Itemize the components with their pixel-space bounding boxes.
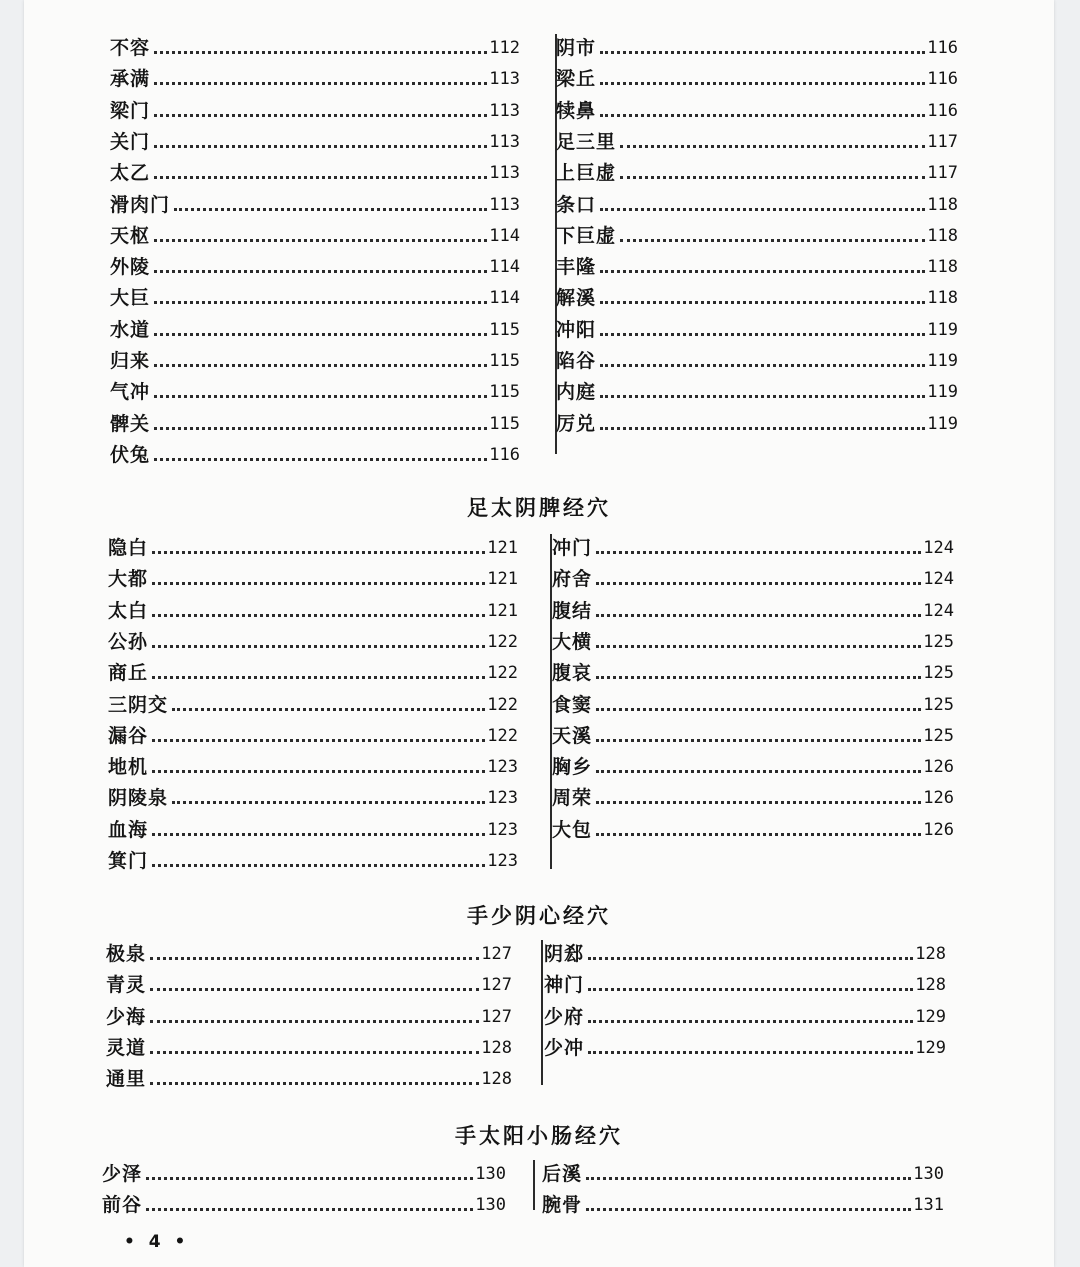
acupoint-name: 灵道 [106,1036,147,1059]
acupoint-name: 阴陵泉 [108,787,169,810]
index-entry [110,191,520,217]
dot-leader [154,238,487,242]
acupoint-name: 气冲 [110,381,151,404]
index-entry [110,347,520,373]
acupoint-name: 三阴交 [108,693,169,716]
index-entry [556,128,958,154]
index-entry [110,65,520,91]
page-number: 125 [923,725,954,746]
index-entry [110,159,520,185]
acupoint-name: 天枢 [110,224,151,247]
index-entry [556,410,958,436]
dot-leader [152,832,485,836]
acupoint-name: 厉兑 [556,412,597,435]
dot-leader [154,300,487,304]
index-entry [552,659,954,685]
dot-leader [150,1019,479,1023]
section-heading-spleen-meridian: 足太阴脾经穴 [467,496,611,520]
page-number: 129 [915,1037,946,1058]
page-number: 122 [487,663,518,684]
index-entry [110,378,520,404]
acupoint-name: 胸乡 [552,756,593,779]
dot-leader [172,707,485,711]
acupoint-name: 少冲 [544,1036,585,1059]
acupoint-name: 伏兔 [110,443,151,466]
index-entry [108,659,518,685]
dot-leader [600,81,925,85]
index-entry [108,565,518,591]
page-number: 118 [927,225,958,246]
index-entry [552,628,954,654]
index-entry [544,1034,946,1060]
dot-leader [146,1207,473,1211]
index-entry [110,34,520,60]
page-number: 122 [487,725,518,746]
index-entry [552,753,954,779]
index-entry [552,816,954,842]
page-number: 129 [915,1006,946,1027]
column-divider [541,940,543,1085]
index-entry [108,628,518,654]
page-number: 125 [923,631,954,652]
dot-leader [596,800,921,804]
page-number: 114 [489,288,520,309]
index-entry [102,1160,506,1186]
index-entry [102,1191,506,1217]
page-number: 119 [927,319,958,340]
acupoint-name: 外陵 [110,256,151,279]
dot-leader [154,269,487,273]
acupoint-name: 府舍 [552,568,593,591]
page-number: 124 [923,600,954,621]
page-number: 118 [927,257,958,278]
dot-leader [600,300,925,304]
index-entry [556,284,958,310]
dot-leader [154,81,487,85]
page-number: 114 [489,257,520,278]
page-number: 121 [487,538,518,558]
page-number: 126 [923,757,954,778]
page-number: 116 [927,38,958,58]
acupoint-name: 关门 [110,130,151,153]
dot-leader [600,269,925,273]
dot-leader [152,675,485,679]
dot-leader [596,707,921,711]
dot-leader [154,363,487,367]
dot-leader [600,50,925,54]
dot-leader [150,987,479,991]
acupoint-name: 腹哀 [552,662,593,685]
index-entry [544,1003,946,1029]
page-number: 124 [923,569,954,590]
index-entry [108,847,518,873]
page-number: 112 [489,38,520,58]
page-number: 117 [927,131,958,152]
index-entry [556,159,958,185]
acupoint-name: 少海 [106,1005,147,1028]
dot-leader [152,613,485,617]
index-entry [110,128,520,154]
index-entry [552,722,954,748]
acupoint-name: 髀关 [110,412,151,435]
acupoint-name: 食窦 [552,693,593,716]
dot-leader [600,207,925,211]
dot-leader [596,769,921,773]
dot-leader [586,1207,911,1211]
dot-leader [596,675,921,679]
index-entry [106,1003,512,1029]
acupoint-name: 神门 [544,974,585,997]
acupoint-name: 大包 [552,818,593,841]
acupoint-name: 梁丘 [556,68,597,91]
dot-leader [588,956,913,960]
acupoint-name: 后溪 [542,1163,583,1185]
index-entry [108,784,518,810]
acupoint-name: 漏谷 [108,724,149,747]
page-number: 131 [913,1195,944,1216]
index-entry [110,284,520,310]
index-entry [108,534,518,560]
page-number: 116 [927,69,958,90]
page-number: 128 [915,944,946,964]
page-number: 123 [487,757,518,778]
dot-leader [596,613,921,617]
acupoint-name: 条口 [556,193,597,216]
dot-leader [154,426,487,430]
page-number: 113 [489,194,520,215]
acupoint-name: 箕门 [108,850,149,872]
index-entry [110,253,520,279]
index-entry [110,222,520,248]
index-entry [110,410,520,436]
dot-leader [174,207,487,211]
index-entry [556,347,958,373]
acupoint-name: 冲门 [552,537,593,559]
index-entry [556,253,958,279]
acupoint-name: 内庭 [556,381,597,404]
dot-leader [154,50,487,54]
section-3 [106,940,986,1100]
acupoint-name: 腹结 [552,599,593,622]
section-1 [110,34,990,474]
index-entry [108,753,518,779]
page-number: 115 [489,351,520,371]
page-number: 125 [923,694,954,715]
page-number: 123 [487,819,518,840]
index-entry [552,565,954,591]
page-number: 115 [489,319,520,340]
index-entry [106,971,512,997]
dot-leader [152,863,485,867]
acupoint-name: 腕骨 [542,1194,583,1217]
page-number: 125 [923,663,954,684]
acupoint-name: 血海 [108,818,149,841]
page-number: 113 [489,100,520,121]
index-entry [108,597,518,623]
dot-leader [152,550,485,554]
dot-leader [150,956,479,960]
page-number: 128 [481,1037,512,1058]
page-number: 121 [487,600,518,621]
acupoint-name: 梁门 [110,99,151,122]
acupoint-name: 丰隆 [556,256,597,279]
index-entry [556,378,958,404]
dot-leader [600,113,925,117]
index-entry [110,441,520,467]
dot-leader [154,332,487,336]
page-number: 116 [489,444,520,465]
acupoint-name: 阴市 [556,37,597,59]
acupoint-name: 阴郄 [544,943,585,965]
acupoint-name: 陷谷 [556,350,597,372]
page-number: 119 [927,382,958,403]
section-heading-heart-meridian: 手少阴心经穴 [467,904,611,928]
index-entry [106,1065,512,1091]
acupoint-name: 承满 [110,68,151,91]
dot-leader [172,800,485,804]
section-heading-small-intestine-meridian: 手太阳小肠经穴 [455,1124,623,1148]
column-divider [533,1160,535,1210]
index-entry [544,971,946,997]
page-number: 113 [489,163,520,184]
page-number: 126 [923,819,954,840]
acupoint-name: 前谷 [102,1194,143,1217]
dot-leader [588,1019,913,1023]
dot-leader [150,1050,479,1054]
acupoint-name: 大巨 [110,287,151,310]
dot-leader [596,644,921,648]
dot-leader [152,644,485,648]
index-entry [108,816,518,842]
page-number: 115 [489,413,520,434]
dot-leader [596,550,921,554]
acupoint-name: 大都 [108,568,149,591]
acupoint-name: 不容 [110,37,151,59]
page-number: 113 [489,69,520,90]
page-number: 126 [923,788,954,809]
page-number: 128 [481,1069,512,1090]
dot-leader [150,1081,479,1085]
acupoint-name: 解溪 [556,287,597,310]
dot-leader [600,394,925,398]
dot-leader [154,175,487,179]
dot-leader [586,1176,911,1180]
page-number: 123 [487,788,518,809]
index-entry [108,722,518,748]
dot-leader [620,238,925,242]
index-entry [108,691,518,717]
acupoint-name: 归来 [110,350,151,372]
index-entry [552,784,954,810]
acupoint-name: 冲阳 [556,318,597,341]
dot-leader [620,175,925,179]
page-number: 122 [487,694,518,715]
index-entry [556,34,958,60]
dot-leader [152,769,485,773]
index-entry [552,597,954,623]
page-number: 124 [923,538,954,558]
page-number: 115 [489,382,520,403]
acupoint-name: 商丘 [108,662,149,685]
acupoint-name: 下巨虚 [556,224,617,247]
page-number: 122 [487,631,518,652]
page-number: 130 [475,1164,506,1184]
index-entry [110,316,520,342]
dot-leader [600,332,925,336]
dot-leader [588,987,913,991]
page-number-footer: • 4 • [124,1232,190,1252]
section-4 [102,1160,982,1230]
page-number: 117 [927,163,958,184]
acupoint-name: 周荣 [552,787,593,810]
index-entry [552,534,954,560]
acupoint-name: 地机 [108,756,149,779]
index-entry [556,222,958,248]
index-entry [556,97,958,123]
acupoint-name: 公孙 [108,630,149,653]
page-number: 127 [481,944,512,964]
dot-leader [596,581,921,585]
page-number: 118 [927,194,958,215]
index-entry [552,691,954,717]
page-number: 123 [487,851,518,871]
acupoint-name: 太乙 [110,162,151,185]
acupoint-name: 天溪 [552,724,593,747]
index-entry [556,65,958,91]
dot-leader [600,426,925,430]
dot-leader [600,363,925,367]
acupoint-name: 通里 [106,1068,147,1091]
page-number: 119 [927,351,958,371]
dot-leader [154,457,487,461]
index-entry [106,940,512,966]
page-number: 116 [927,100,958,121]
page-number: 113 [489,131,520,152]
page-number: 127 [481,975,512,996]
index-entry [556,316,958,342]
page-number: 118 [927,288,958,309]
page-number: 114 [489,225,520,246]
dot-leader [596,832,921,836]
page-number: 127 [481,1006,512,1027]
dot-leader [154,113,487,117]
index-entry [556,191,958,217]
dot-leader [588,1050,913,1054]
dot-leader [154,144,487,148]
dot-leader [620,144,925,148]
index-entry [542,1160,944,1186]
dot-leader [154,394,487,398]
acupoint-name: 足三里 [556,130,617,153]
page-number: 128 [915,975,946,996]
acupoint-name: 犊鼻 [556,99,597,122]
index-entry [544,940,946,966]
dot-leader [152,581,485,585]
acupoint-name: 青灵 [106,974,147,997]
dot-leader [146,1176,473,1180]
acupoint-name: 滑肉门 [110,193,171,216]
index-entry [110,97,520,123]
acupoint-name: 上巨虚 [556,162,617,185]
document-page [24,0,1054,1267]
page-number: 130 [913,1164,944,1184]
page-number: 119 [927,413,958,434]
dot-leader [152,738,485,742]
section-2 [108,534,988,874]
page-number: 121 [487,569,518,590]
dot-leader [596,738,921,742]
acupoint-name: 水道 [110,318,151,341]
acupoint-name: 少泽 [102,1163,143,1185]
acupoint-name: 隐白 [108,537,149,559]
index-entry [106,1034,512,1060]
page-number: 130 [475,1195,506,1216]
acupoint-name: 太白 [108,599,149,622]
acupoint-name: 大横 [552,630,593,653]
acupoint-name: 少府 [544,1005,585,1028]
acupoint-name: 极泉 [106,943,147,965]
index-entry [542,1191,944,1217]
